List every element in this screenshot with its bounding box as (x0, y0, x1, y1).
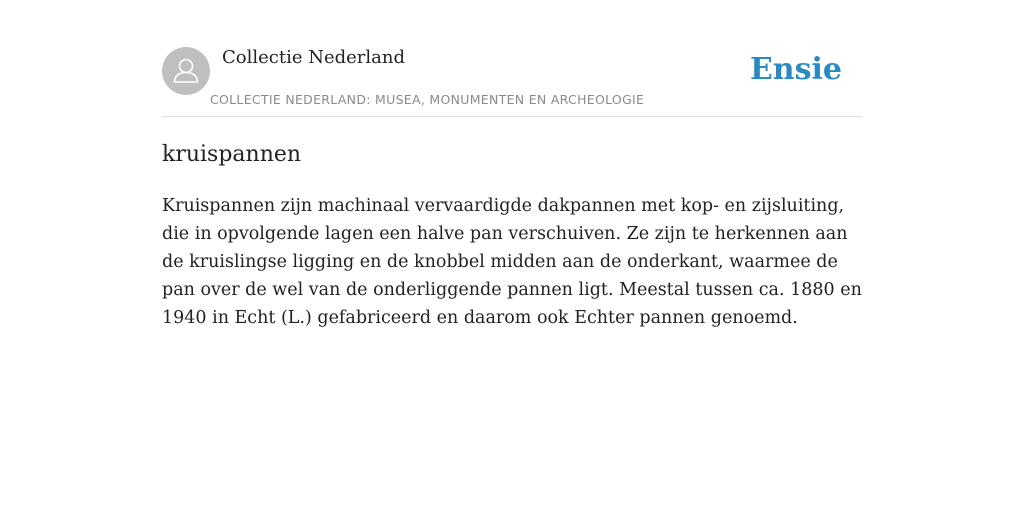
author-name[interactable]: Collectie Nederland (222, 47, 406, 68)
source-link[interactable]: COLLECTIE NEDERLAND: MUSEA, MONUMENTEN EN ARCHEOLOGIE (210, 92, 645, 107)
entry-definition: Kruispannen zijn machinaal vervaardigde dakpannen met kop- en zijsluiting, die in opvolgende lagen een halve pan verschuiven. Ze zijn te herkennen aan de kruislingse ligging en de knobbel midden aan de onderkant, waarmee de pan over de wel van de onderliggende pannen ligt. Meestal tussen ca. 1880 en 1940 in Echt (L.) gefabriceerd en daarom ook Echter pannen genoemd. (162, 196, 862, 328)
author-avatar[interactable] (162, 47, 210, 95)
page-header (162, 40, 862, 117)
user-icon (162, 47, 210, 95)
entry-term: kruispannen (162, 142, 302, 167)
ensie-logo[interactable]: Ensie (749, 52, 842, 87)
